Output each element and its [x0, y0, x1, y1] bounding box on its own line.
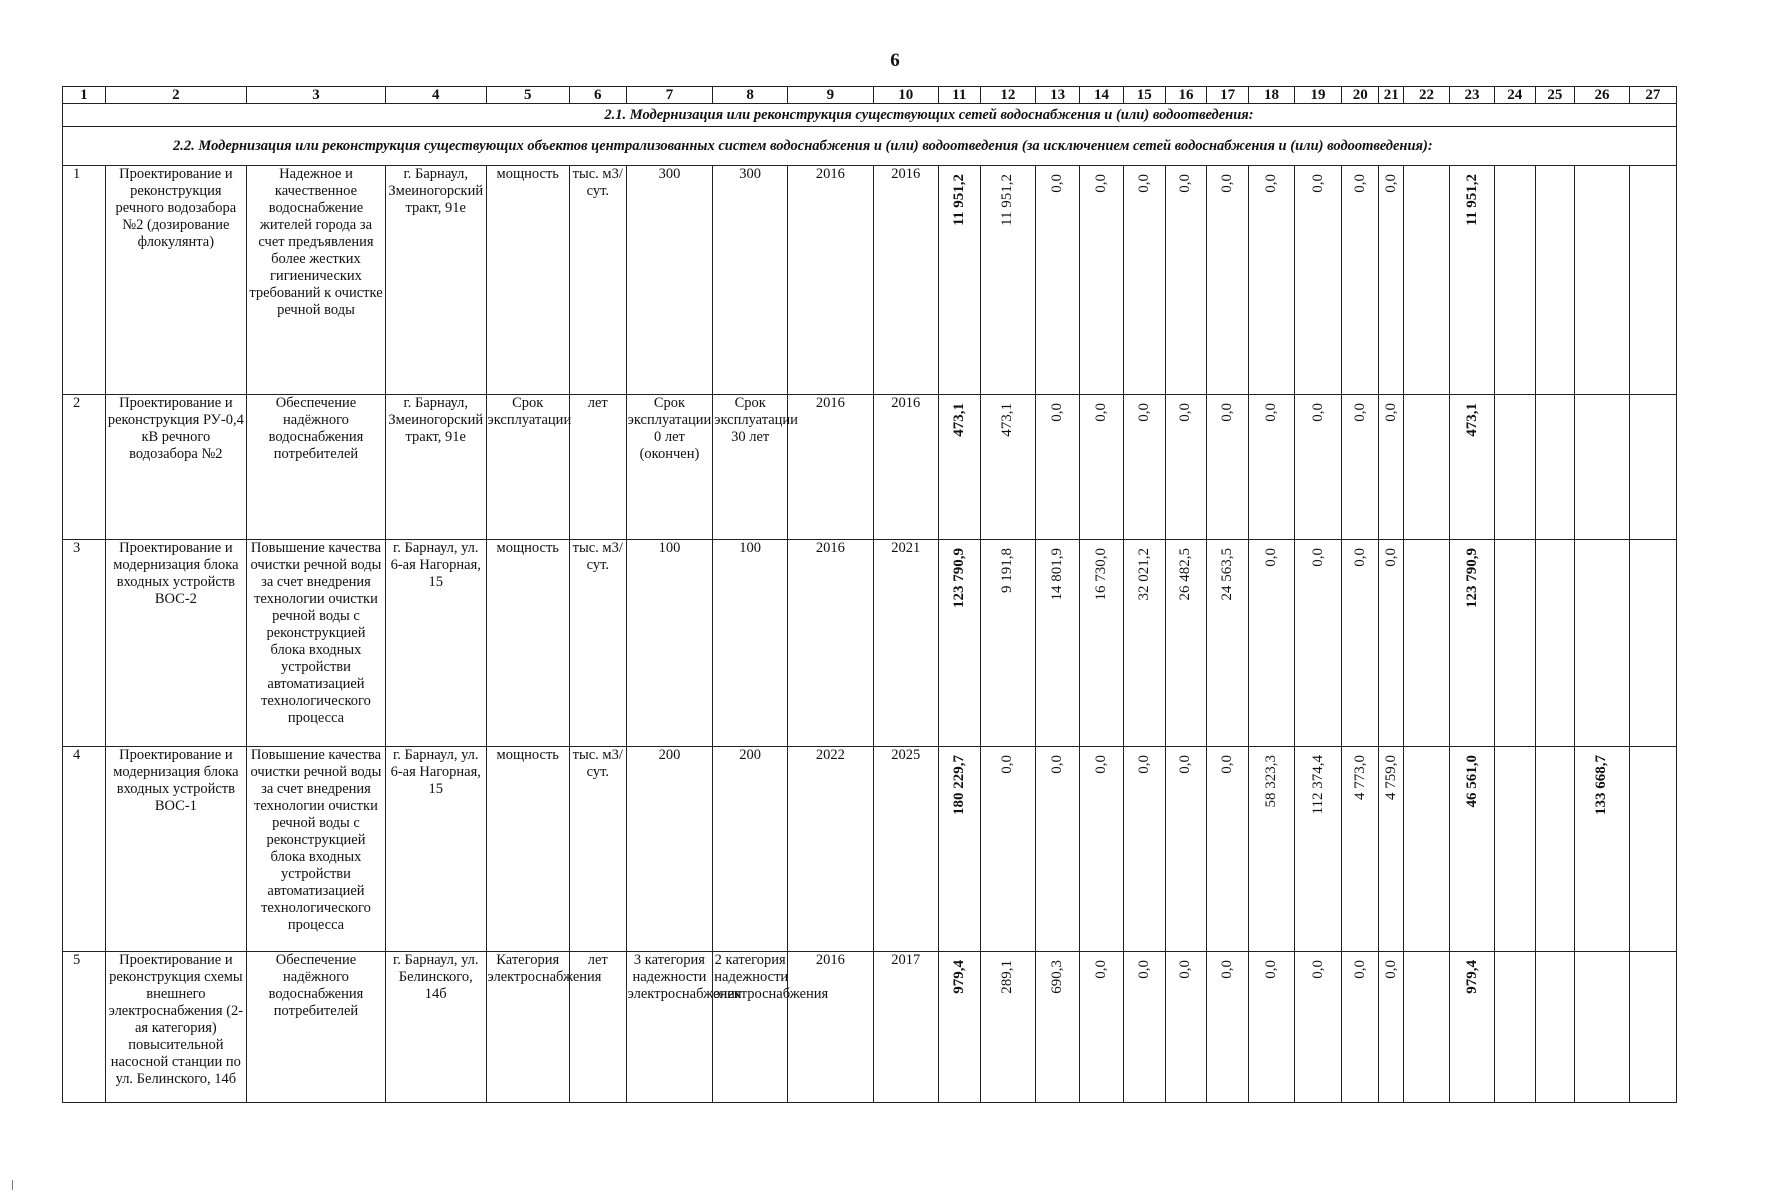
amount-cell-27 — [1629, 395, 1676, 540]
value-after: Срок эксплуатации 30 лет — [713, 395, 788, 540]
amount-cell-24 — [1494, 952, 1535, 1103]
value-before: 3 категория надежности электроснабжения — [626, 952, 713, 1103]
amount-cell-20 — [1342, 395, 1379, 540]
project-purpose: Надежное и качественное водоснабжение жителей города за счет предъявления более жестких гигиенических требований к очистке речной воды — [246, 166, 385, 395]
value-before: 100 — [626, 540, 713, 747]
amount-value: 0,0 — [1092, 755, 1109, 774]
amount-cell-18 — [1249, 540, 1295, 747]
amount-cell-20 — [1342, 166, 1379, 395]
amount-cell-24 — [1494, 166, 1535, 395]
amount-cell-25 — [1535, 166, 1575, 395]
amount-cell-18 — [1249, 952, 1295, 1103]
amount-value: 0,0 — [1309, 548, 1326, 567]
amount-value: 473,1 — [1463, 403, 1480, 437]
section-2-1-title: 2.1. Модернизация или реконструкция существующих сетей водоснабжения и (или) водоотведения: — [63, 104, 1677, 127]
row-number: 2 — [63, 395, 106, 540]
row-number: 1 — [63, 166, 106, 395]
row-number: 4 — [63, 747, 106, 952]
amount-cell-22 — [1404, 540, 1450, 747]
amount-cell-11 — [938, 747, 980, 952]
amount-cell-26 — [1575, 395, 1630, 540]
column-number: 10 — [873, 87, 938, 104]
column-number-row — [63, 87, 1677, 104]
amount-cell-22 — [1404, 166, 1450, 395]
amount-value: 24 563,5 — [1219, 548, 1236, 601]
amount-cell-24 — [1494, 540, 1535, 747]
end-year: 2025 — [873, 747, 938, 952]
amount-cell-18 — [1249, 395, 1295, 540]
column-number: 17 — [1207, 87, 1249, 104]
start-year: 2022 — [788, 747, 874, 952]
amount-value: 0,0 — [1351, 403, 1368, 422]
amount-value: 112 374,4 — [1309, 755, 1326, 815]
amount-cell-12 — [980, 747, 1036, 952]
amount-cell-22 — [1404, 395, 1450, 540]
table-row — [63, 747, 1677, 952]
column-number: 1 — [63, 87, 106, 104]
column-number: 7 — [626, 87, 713, 104]
unit: лет — [569, 952, 626, 1103]
amount-value: 0,0 — [1177, 755, 1194, 774]
amount-value: 4 773,0 — [1351, 755, 1368, 800]
amount-cell-21 — [1379, 747, 1404, 952]
amount-value: 0,0 — [1382, 403, 1399, 422]
amount-value: 123 790,9 — [950, 548, 967, 608]
amount-cell-22 — [1404, 747, 1450, 952]
amount-value: 0,0 — [1382, 548, 1399, 567]
amount-value: 0,0 — [1135, 174, 1152, 193]
table-row — [63, 166, 1677, 395]
amount-value: 4 759,0 — [1382, 755, 1399, 800]
amount-cell-12 — [980, 395, 1036, 540]
column-number: 3 — [246, 87, 385, 104]
amount-cell-19 — [1295, 952, 1342, 1103]
project-purpose: Повышение качества очистки речной воды за счет внедрения технологии очистки речной воды с реконструкцией блока входных устройстви автоматизацией технологического процесса — [246, 747, 385, 952]
value-before: 200 — [626, 747, 713, 952]
project-purpose: Обеспечение надёжного водоснабжения потребителей — [246, 395, 385, 540]
table-row — [63, 395, 1677, 540]
start-year: 2016 — [788, 540, 874, 747]
amount-value: 0,0 — [1177, 174, 1194, 193]
amount-value: 473,1 — [950, 403, 967, 437]
amount-cell-23 — [1450, 952, 1495, 1103]
amount-cell-20 — [1342, 952, 1379, 1103]
column-number: 13 — [1036, 87, 1080, 104]
column-number: 16 — [1165, 87, 1207, 104]
amount-cell-23 — [1450, 395, 1495, 540]
amount-cell-27 — [1629, 747, 1676, 952]
amount-cell-17 — [1207, 166, 1249, 395]
unit: тыс. м3/сут. — [569, 747, 626, 952]
amount-value: 0,0 — [1263, 174, 1279, 193]
amount-cell-15 — [1123, 952, 1165, 1103]
amount-value: 0,0 — [1135, 403, 1152, 422]
indicator-name: Категория электроснабжения — [486, 952, 569, 1103]
amount-value: 11 951,2 — [1463, 174, 1480, 226]
row-number: 5 — [63, 952, 106, 1103]
row-number: 3 — [63, 540, 106, 747]
start-year: 2016 — [788, 166, 874, 395]
amount-cell-27 — [1629, 166, 1676, 395]
amount-cell-26 — [1575, 747, 1630, 952]
end-year: 2016 — [873, 166, 938, 395]
value-before: Срок эксплуатации 0 лет (окончен) — [626, 395, 713, 540]
value-after: 100 — [713, 540, 788, 747]
amount-cell-17 — [1207, 395, 1249, 540]
end-year: 2017 — [873, 952, 938, 1103]
amount-cell-23 — [1450, 166, 1495, 395]
amount-cell-15 — [1123, 166, 1165, 395]
column-number: 21 — [1379, 87, 1404, 104]
project-address: г. Барнаул, Змеиногорский тракт, 91е — [385, 395, 486, 540]
amount-cell-20 — [1342, 747, 1379, 952]
amount-value: 133 668,7 — [1593, 755, 1610, 815]
amount-value: 26 482,5 — [1177, 548, 1194, 601]
amount-value: 0,0 — [1263, 403, 1279, 422]
amount-value: 11 951,2 — [999, 174, 1016, 226]
amount-value: 0,0 — [1309, 174, 1326, 193]
amount-cell-18 — [1249, 747, 1295, 952]
amount-cell-11 — [938, 395, 980, 540]
project-address: г. Барнаул, ул. 6-ая Нагорная, 15 — [385, 747, 486, 952]
column-number: 24 — [1494, 87, 1535, 104]
amount-cell-12 — [980, 540, 1036, 747]
unit: лет — [569, 395, 626, 540]
amount-value: 9 191,8 — [999, 548, 1016, 593]
section-2-2-title: 2.2. Модернизация или реконструкция существующих объектов централизованных систем водоснабжения и (или) водоотведения (за исключением сетей водоснабжения и (или) водоотведения): — [63, 127, 1677, 166]
amount-value: 32 021,2 — [1135, 548, 1152, 601]
amount-cell-19 — [1295, 747, 1342, 952]
end-year: 2021 — [873, 540, 938, 747]
amount-cell-15 — [1123, 540, 1165, 747]
amount-cell-22 — [1404, 952, 1450, 1103]
column-number: 6 — [569, 87, 626, 104]
amount-cell-14 — [1080, 166, 1124, 395]
amount-value: 0,0 — [1219, 755, 1236, 774]
amount-value: 0,0 — [1351, 960, 1368, 979]
start-year: 2016 — [788, 395, 874, 540]
amount-cell-27 — [1629, 952, 1676, 1103]
amount-cell-24 — [1494, 395, 1535, 540]
amount-cell-26 — [1575, 540, 1630, 747]
amount-value: 979,4 — [1463, 960, 1480, 994]
amount-value: 0,0 — [1219, 960, 1236, 979]
investment-table — [62, 86, 1677, 1103]
project-address: г. Барнаул, ул. 6-ая Нагорная, 15 — [385, 540, 486, 747]
amount-cell-23 — [1450, 747, 1495, 952]
amount-cell-12 — [980, 952, 1036, 1103]
amount-value: 0,0 — [1092, 960, 1109, 979]
amount-value: 0,0 — [1351, 174, 1368, 193]
amount-value: 11 951,2 — [950, 174, 967, 226]
section-2-1-row — [63, 104, 1677, 127]
page-number: 6 — [890, 50, 900, 71]
amount-cell-25 — [1535, 540, 1575, 747]
amount-cell-11 — [938, 952, 980, 1103]
indicator-name: мощность — [486, 747, 569, 952]
amount-cell-17 — [1207, 747, 1249, 952]
amount-cell-16 — [1165, 166, 1207, 395]
amount-cell-25 — [1535, 952, 1575, 1103]
column-number: 5 — [486, 87, 569, 104]
unit: тыс. м3/сут. — [569, 166, 626, 395]
amount-value: 0,0 — [1092, 174, 1109, 193]
column-number: 8 — [713, 87, 788, 104]
project-name: Проектирование и модернизация блока входных устройств ВОС-1 — [105, 747, 246, 952]
amount-cell-19 — [1295, 540, 1342, 747]
column-number: 11 — [938, 87, 980, 104]
amount-cell-13 — [1036, 952, 1080, 1103]
amount-cell-14 — [1080, 747, 1124, 952]
column-number: 12 — [980, 87, 1036, 104]
amount-cell-16 — [1165, 395, 1207, 540]
table-row — [63, 952, 1677, 1103]
value-before: 300 — [626, 166, 713, 395]
amount-value: 123 790,9 — [1463, 548, 1480, 608]
project-purpose: Обеспечение надёжного водоснабжения потребителей — [246, 952, 385, 1103]
project-name: Проектирование и модернизация блока входных устройств ВОС-2 — [105, 540, 246, 747]
amount-cell-26 — [1575, 952, 1630, 1103]
amount-value: 473,1 — [999, 403, 1016, 437]
amount-cell-16 — [1165, 540, 1207, 747]
scan-artifact — [12, 1180, 13, 1190]
value-after: 300 — [713, 166, 788, 395]
amount-value: 0,0 — [1263, 960, 1279, 979]
amount-value: 0,0 — [1382, 960, 1399, 979]
amount-cell-16 — [1165, 952, 1207, 1103]
indicator-name: Срок эксплуатации — [486, 395, 569, 540]
amount-value: 0,0 — [1219, 174, 1236, 193]
indicator-name: мощность — [486, 166, 569, 395]
project-name: Проектирование и реконструкция РУ-0,4 кВ речного водозабора №2 — [105, 395, 246, 540]
column-number: 23 — [1450, 87, 1495, 104]
amount-value: 0,0 — [1177, 960, 1194, 979]
amount-value: 46 561,0 — [1463, 755, 1480, 808]
column-number: 22 — [1404, 87, 1450, 104]
column-number: 19 — [1295, 87, 1342, 104]
amount-cell-13 — [1036, 166, 1080, 395]
amount-cell-13 — [1036, 747, 1080, 952]
amount-value: 0,0 — [999, 755, 1016, 774]
amount-cell-25 — [1535, 395, 1575, 540]
amount-cell-14 — [1080, 540, 1124, 747]
column-number: 4 — [385, 87, 486, 104]
column-number: 9 — [788, 87, 874, 104]
amount-cell-24 — [1494, 747, 1535, 952]
amount-cell-27 — [1629, 540, 1676, 747]
column-number: 20 — [1342, 87, 1379, 104]
column-number: 14 — [1080, 87, 1124, 104]
amount-cell-11 — [938, 166, 980, 395]
table-body — [63, 166, 1677, 1103]
value-after: 2 категория надежности электроснабжения — [713, 952, 788, 1103]
amount-value: 0,0 — [1049, 755, 1066, 774]
indicator-name: мощность — [486, 540, 569, 747]
amount-value: 289,1 — [999, 960, 1016, 994]
amount-value: 0,0 — [1309, 403, 1326, 422]
amount-cell-26 — [1575, 166, 1630, 395]
amount-value: 14 801,9 — [1049, 548, 1066, 601]
amount-value: 58 323,3 — [1263, 755, 1279, 808]
amount-cell-25 — [1535, 747, 1575, 952]
project-address: г. Барнаул, Змеиногорский тракт, 91е — [385, 166, 486, 395]
amount-cell-19 — [1295, 166, 1342, 395]
amount-cell-19 — [1295, 395, 1342, 540]
amount-value: 0,0 — [1049, 174, 1066, 193]
column-number: 27 — [1629, 87, 1676, 104]
project-address: г. Барнаул, ул. Белинского, 14б — [385, 952, 486, 1103]
table-row — [63, 540, 1677, 747]
amount-cell-18 — [1249, 166, 1295, 395]
column-number: 25 — [1535, 87, 1575, 104]
end-year: 2016 — [873, 395, 938, 540]
column-number: 18 — [1249, 87, 1295, 104]
amount-cell-14 — [1080, 952, 1124, 1103]
amount-cell-21 — [1379, 540, 1404, 747]
amount-cell-13 — [1036, 540, 1080, 747]
unit: тыс. м3/сут. — [569, 540, 626, 747]
column-number: 26 — [1575, 87, 1630, 104]
start-year: 2016 — [788, 952, 874, 1103]
amount-cell-17 — [1207, 952, 1249, 1103]
amount-cell-23 — [1450, 540, 1495, 747]
amount-cell-13 — [1036, 395, 1080, 540]
amount-value: 0,0 — [1049, 403, 1066, 422]
amount-value: 0,0 — [1135, 960, 1152, 979]
section-2-2-row — [63, 127, 1677, 166]
amount-cell-21 — [1379, 166, 1404, 395]
amount-cell-21 — [1379, 395, 1404, 540]
project-name: Проектирование и реконструкция схемы внешнего электроснабжения (2-ая категория) повысительной насосной станции по ул. Белинского, 14б — [105, 952, 246, 1103]
amount-cell-16 — [1165, 747, 1207, 952]
amount-cell-21 — [1379, 952, 1404, 1103]
column-number: 15 — [1123, 87, 1165, 104]
amount-cell-11 — [938, 540, 980, 747]
amount-value: 180 229,7 — [950, 755, 967, 815]
amount-cell-15 — [1123, 747, 1165, 952]
amount-cell-14 — [1080, 395, 1124, 540]
amount-value: 16 730,0 — [1092, 548, 1109, 601]
amount-value: 0,0 — [1092, 403, 1109, 422]
amount-cell-12 — [980, 166, 1036, 395]
amount-value: 0,0 — [1309, 960, 1326, 979]
column-number: 2 — [105, 87, 246, 104]
value-after: 200 — [713, 747, 788, 952]
amount-value: 0,0 — [1135, 755, 1152, 774]
project-name: Проектирование и реконструкция речного водозабора №2 (дозирование флокулянта) — [105, 166, 246, 395]
amount-value: 0,0 — [1382, 174, 1399, 193]
amount-value: 690,3 — [1049, 960, 1066, 994]
project-purpose: Повышение качества очистки речной воды за счет внедрения технологии очистки речной воды с реконструкцией блока входных устройстви автоматизацией технологического процесса — [246, 540, 385, 747]
amount-value: 0,0 — [1263, 548, 1279, 567]
amount-cell-17 — [1207, 540, 1249, 747]
amount-value: 0,0 — [1351, 548, 1368, 567]
amount-value: 0,0 — [1177, 403, 1194, 422]
amount-cell-15 — [1123, 395, 1165, 540]
amount-value: 0,0 — [1219, 403, 1236, 422]
amount-cell-20 — [1342, 540, 1379, 747]
amount-value: 979,4 — [950, 960, 967, 994]
